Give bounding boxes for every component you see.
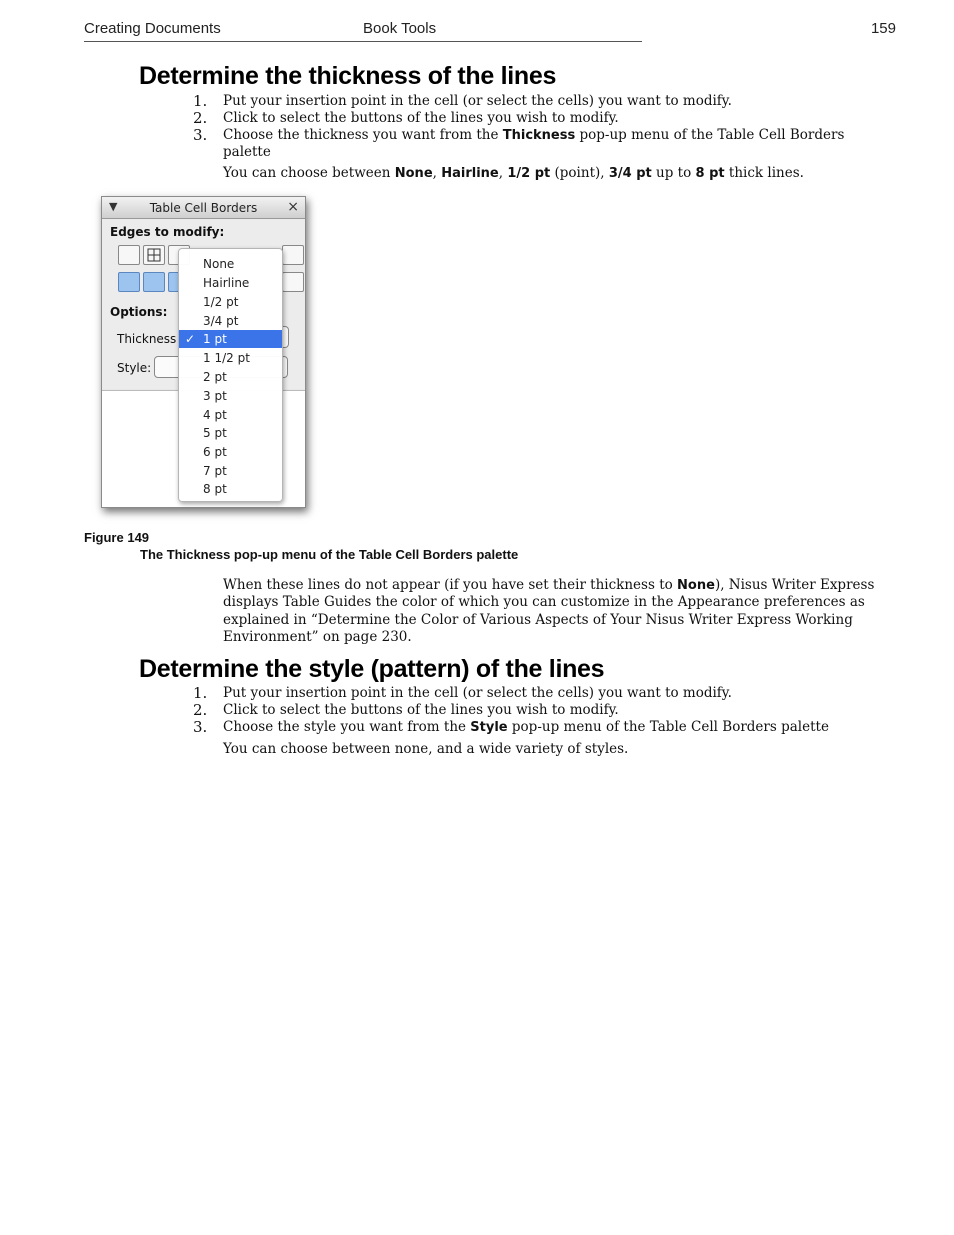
step-number: 2. — [193, 701, 208, 719]
step-1 — [193, 93, 873, 110]
menu-item-2-pt[interactable] — [179, 368, 282, 386]
page-number: 159 — [870, 20, 896, 37]
note-bold-hairline: Hairline — [441, 166, 499, 181]
note-bold-eight-pt: 8 pt — [695, 166, 725, 181]
menu-item-7-pt[interactable] — [179, 462, 282, 480]
note-text: , — [498, 165, 508, 181]
heading-thickness: Determine the thickness of the lines — [139, 62, 557, 90]
note-bold-three-quarter-pt: 3/4 pt — [608, 166, 652, 181]
thickness-popup-menu — [178, 248, 283, 502]
checkmark-icon: ✓ — [185, 332, 196, 346]
step-text-post: pop-up menu of the Table Cell Borders palette — [223, 127, 845, 160]
menu-item-half-pt[interactable] — [179, 293, 282, 311]
menu-item-8-pt[interactable] — [179, 480, 282, 498]
step-text-pre: Choose the thickness you want from the — [223, 127, 503, 143]
edge-none-button[interactable] — [118, 245, 140, 265]
table-cell-borders-palette — [101, 196, 306, 508]
edge-all-button[interactable] — [143, 245, 165, 265]
menu-item-label: 3/4 pt — [203, 314, 239, 328]
edges-label: Edges to modify: — [110, 225, 225, 239]
edge-left-button[interactable] — [118, 272, 140, 292]
step-text: Click to select the buttons of the lines you wish to modify. — [223, 702, 619, 718]
note-bold-half-pt: 1/2 pt — [507, 166, 551, 181]
menu-item-label: 6 pt — [203, 445, 227, 459]
menu-item-label: 3 pt — [203, 389, 227, 403]
collapse-triangle-icon[interactable]: ▼ — [109, 200, 118, 213]
step-text-post: pop-up menu of the Table Cell Borders palette — [507, 719, 829, 735]
step-text-pre: Choose the style you want from the — [223, 719, 471, 735]
menu-item-label: 4 pt — [203, 408, 227, 422]
step-1 — [193, 685, 873, 702]
close-icon[interactable]: × — [287, 199, 299, 215]
menu-name-thickness: Thickness — [502, 128, 576, 143]
style-steps — [193, 685, 873, 736]
note-text: up to — [651, 165, 696, 181]
menu-item-label: Hairline — [203, 276, 250, 290]
step-3 — [193, 719, 873, 736]
note-text: , — [432, 165, 442, 181]
step-2 — [193, 110, 873, 127]
step-number: 2. — [193, 109, 208, 127]
menu-item-label: 1 1/2 pt — [203, 351, 250, 365]
menu-item-1-5-pt[interactable] — [179, 349, 282, 367]
step-text: Click to select the buttons of the lines you wish to modify. — [223, 110, 619, 126]
heading-style: Determine the style (pattern) of the lines — [139, 655, 605, 683]
menu-item-5-pt[interactable] — [179, 424, 282, 442]
menu-item-label: 2 pt — [203, 370, 227, 384]
menu-item-label: 1 pt — [203, 332, 227, 346]
table-guides-paragraph — [223, 577, 879, 647]
step-number: 1. — [193, 92, 208, 110]
note-text: (point), — [550, 165, 609, 181]
step-text: Put your insertion point in the cell (or select the cells) you want to modify. — [223, 685, 732, 701]
header-chapter: Creating Documents — [84, 20, 221, 37]
palette-titlebar — [102, 197, 305, 219]
menu-item-none[interactable] — [179, 255, 282, 273]
thickness-note — [223, 165, 879, 182]
note-bold-none: None — [394, 166, 433, 181]
figure-number: Figure 149 — [84, 530, 150, 545]
menu-item-3-pt[interactable] — [179, 387, 282, 405]
edge-diagonal-2-button[interactable] — [282, 272, 304, 292]
step-number: 3. — [193, 718, 208, 736]
edge-top-button[interactable] — [143, 272, 165, 292]
grid-icon — [144, 246, 164, 264]
menu-item-three-quarter-pt[interactable] — [179, 312, 282, 330]
note-text: You can choose between — [223, 165, 395, 181]
paragraph-text: ), Nisus Writer Express displays Table Guides the color of which you can customize in the Appearance preferences as explained in “Determine the Color of Various Aspects of Your Nisus Writer Express Working Environment” on page 230. — [223, 577, 875, 646]
paragraph-text: When these lines do not appear (if you have set their thickness to — [223, 577, 678, 593]
style-note: You can choose between none, and a wide variety of styles. — [223, 741, 629, 757]
running-header — [84, 20, 642, 42]
step-2 — [193, 702, 873, 719]
step-number: 1. — [193, 684, 208, 702]
edge-diagonal-button[interactable] — [282, 245, 304, 265]
options-label: Options: — [110, 305, 168, 319]
step-number: 3. — [193, 126, 208, 144]
note-text: thick lines. — [724, 165, 804, 181]
menu-item-1-pt-selected[interactable] — [179, 330, 282, 348]
menu-item-label: 1/2 pt — [203, 295, 239, 309]
style-label: Style: — [117, 361, 152, 375]
menu-item-6-pt[interactable] — [179, 443, 282, 461]
menu-item-label: 7 pt — [203, 464, 227, 478]
figure-caption: The Thickness pop-up menu of the Table Cell Borders palette — [140, 547, 519, 562]
menu-item-label: 8 pt — [203, 482, 227, 496]
header-section: Book Tools — [363, 20, 437, 37]
thickness-steps — [193, 93, 873, 161]
palette-title: Table Cell Borders — [149, 201, 258, 215]
step-3 — [193, 127, 873, 161]
menu-item-hairline[interactable] — [179, 274, 282, 292]
thickness-label: Thickness — [117, 332, 177, 346]
menu-item-label: None — [203, 257, 235, 271]
menu-item-4-pt[interactable] — [179, 406, 282, 424]
step-text: Put your insertion point in the cell (or select the cells) you want to modify. — [223, 93, 732, 109]
paragraph-bold-none: None — [677, 578, 715, 593]
menu-item-label: 5 pt — [203, 426, 227, 440]
menu-name-style: Style — [470, 720, 508, 735]
